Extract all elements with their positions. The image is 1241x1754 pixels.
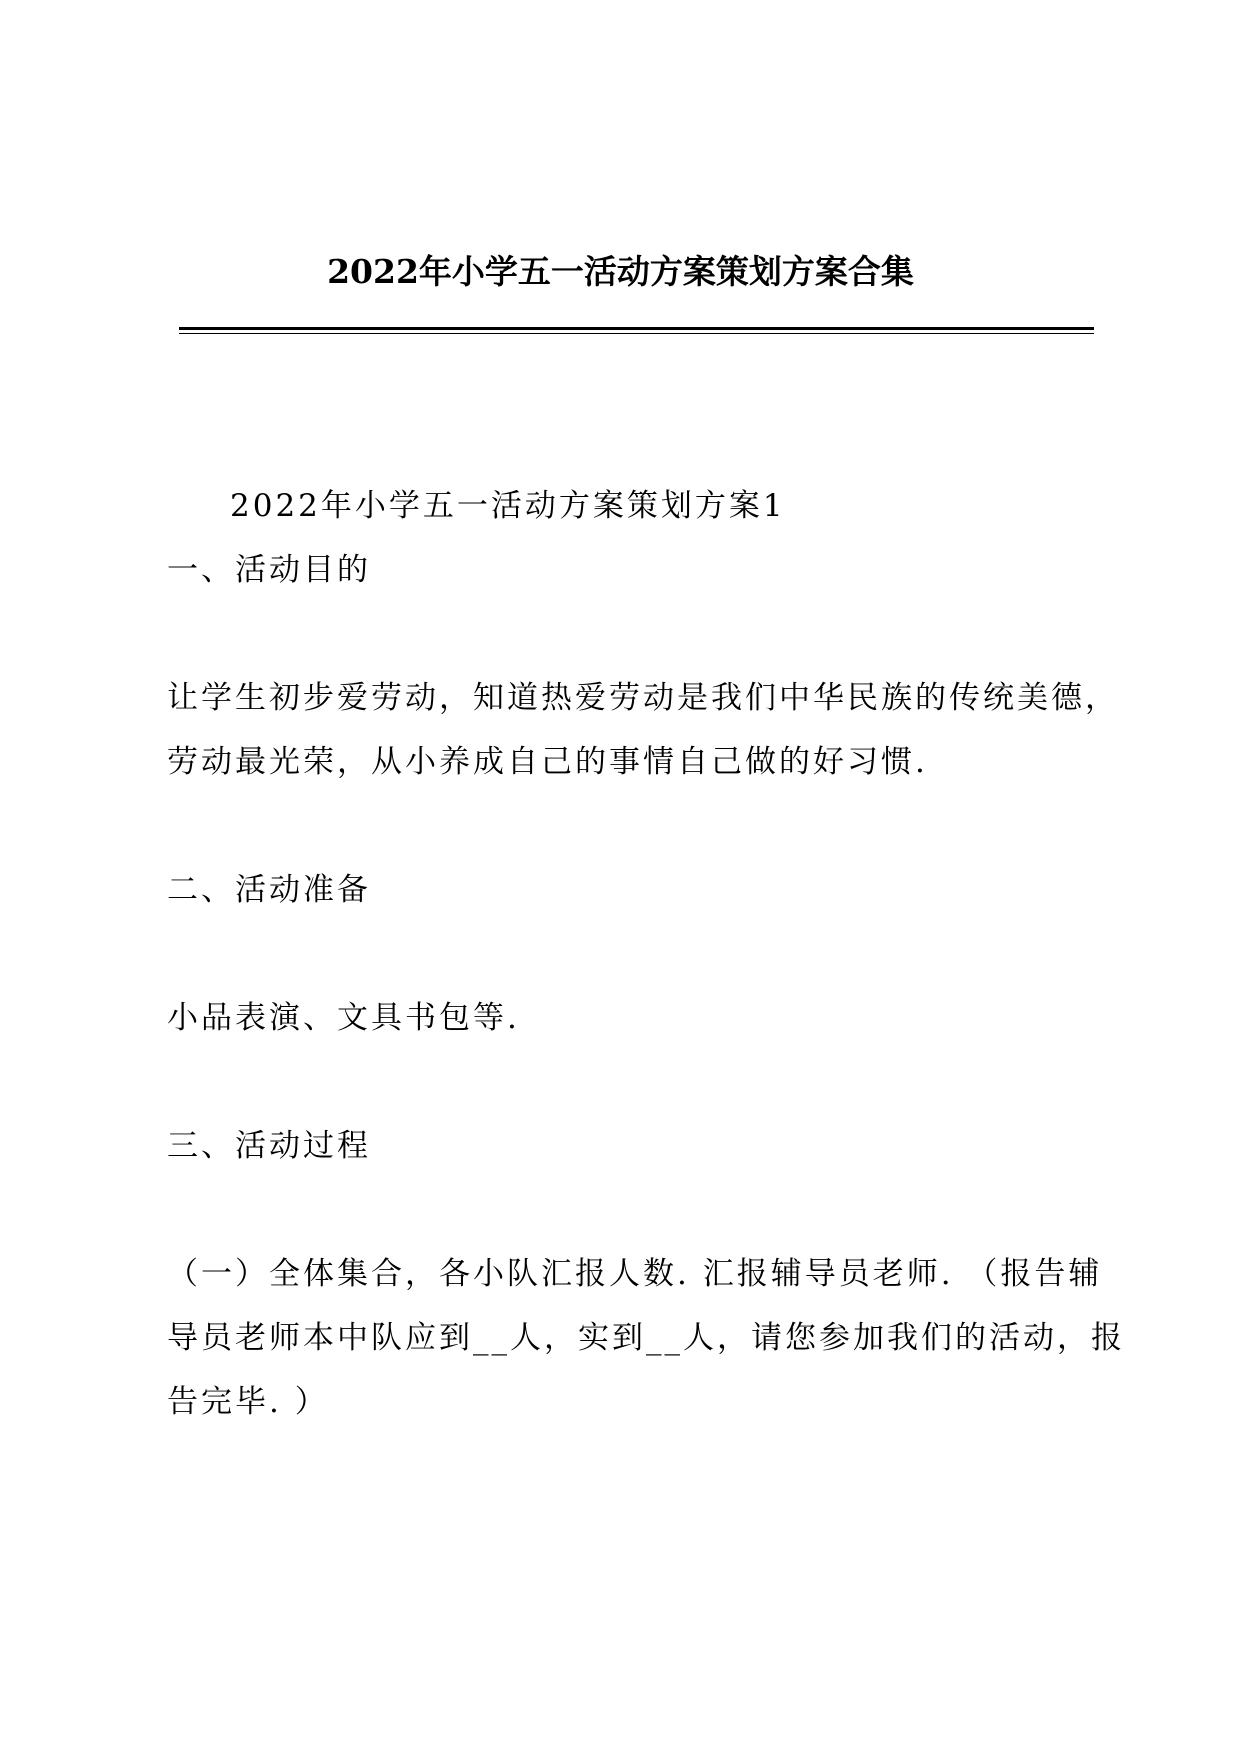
- paragraph-process: [167, 1242, 1125, 1434]
- document-title: 2022年小学五一活动方案策划方案合集: [327, 252, 914, 291]
- heading-purpose-text: 一、活动目的: [167, 552, 371, 588]
- heading-process-text: 三、活动过程: [167, 1128, 371, 1164]
- section-title: [167, 474, 1092, 538]
- heading-process: [167, 1114, 1092, 1178]
- heading-preparation-text: 二、活动准备: [167, 872, 371, 908]
- title-underline-thin: [179, 333, 1094, 334]
- title-underline-thick: [179, 327, 1094, 330]
- paragraph-line: 告完毕. ）: [167, 1384, 329, 1420]
- paragraph-line: 导员老师本中队应到__人，实到__人，请您参加我们的活动，报: [167, 1320, 1125, 1356]
- section-title-text: 2022年小学五一活动方案策划方案1: [230, 488, 786, 524]
- paragraph-line: （一）全体集合，各小队汇报人数. 汇报辅导员老师. （报告辅: [167, 1256, 1103, 1292]
- paragraph-purpose: [167, 666, 1119, 794]
- paragraph-line: 劳动最光荣，从小养成自己的事情自己做的好习惯.: [167, 744, 928, 780]
- paragraph-line: 让学生初步爱劳动，知道热爱劳动是我们中华民族的传统美德，: [167, 680, 1119, 716]
- paragraph-preparation: [167, 986, 1092, 1050]
- paragraph-line: 小品表演、文具书包等.: [167, 1000, 520, 1036]
- heading-purpose: [167, 538, 1092, 602]
- heading-preparation: [167, 858, 1092, 922]
